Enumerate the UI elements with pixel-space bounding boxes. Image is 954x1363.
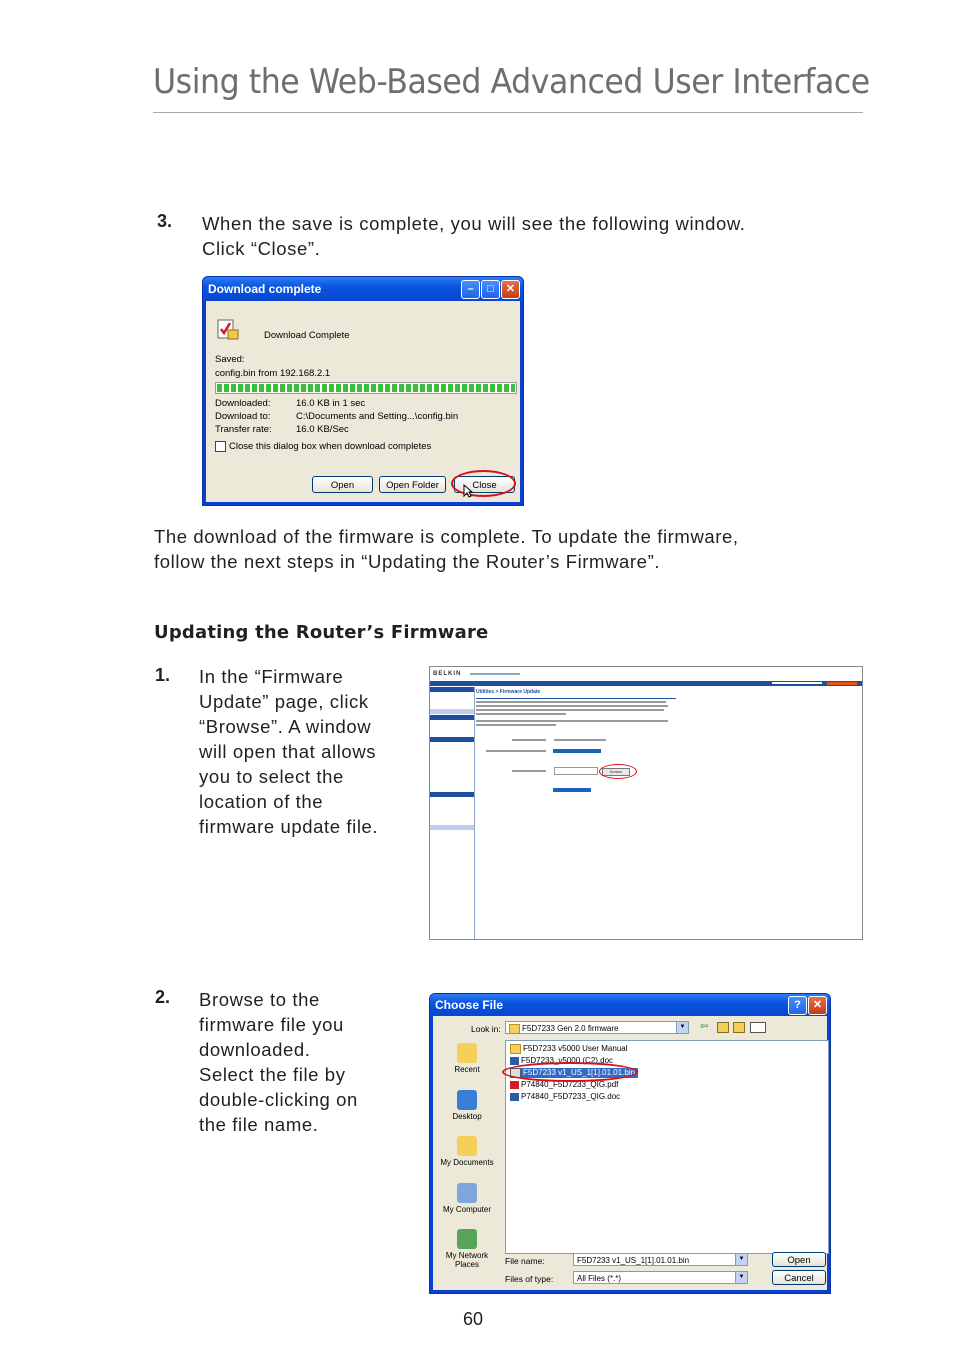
file-name: F5D7233 v1_US_1[1].01.01.bin (523, 1068, 636, 1078)
close-when-complete-checkbox[interactable] (215, 441, 226, 452)
paragraph-line-2: follow the next steps in “Updating the Router’s Firmware”. (154, 551, 661, 572)
folder-icon (509, 1024, 520, 1034)
close-highlight-ellipse (451, 470, 516, 497)
step-1-line: firmware update file. (199, 816, 379, 837)
help-button[interactable]: ? (788, 996, 807, 1015)
router-sidebar-item[interactable] (430, 704, 474, 709)
step-1-number: 1. (155, 665, 171, 685)
step-1-line: will open that allows (199, 741, 377, 762)
router-sidebar-item[interactable] (430, 742, 474, 747)
place-my-documents[interactable] (437, 1136, 497, 1167)
place-recent[interactable] (437, 1043, 497, 1074)
dialog-body (206, 301, 520, 502)
router-sidebar-item[interactable] (430, 792, 474, 797)
download-complete-dialog (202, 276, 524, 506)
router-sidebar-item[interactable] (430, 693, 474, 698)
router-sidebar-item[interactable] (430, 786, 474, 791)
file-name-input[interactable] (573, 1253, 748, 1266)
download-progress-fill (217, 384, 515, 392)
step-1-line: In the “Firmware (199, 666, 344, 687)
chevron-down-icon: ▼ (676, 1022, 688, 1033)
mouse-cursor-icon (463, 484, 473, 501)
browse-highlight-ellipse (599, 764, 637, 779)
maximize-button[interactable]: □ (481, 280, 500, 299)
dialog-titlebar (203, 277, 523, 301)
router-sidebar-item[interactable] (430, 759, 474, 764)
back-icon[interactable]: ⇦ (700, 1021, 709, 1032)
open-button[interactable]: Open (312, 476, 373, 493)
download-to-value: C:\Documents and Setting...\config.bin (296, 411, 459, 422)
router-sidebar-item[interactable] (430, 775, 474, 780)
router-sidebar-item[interactable] (430, 825, 474, 830)
firmware-complete-paragraph (154, 524, 739, 574)
close-when-complete-label: Close this dialog box when download completes (229, 441, 432, 452)
step-2-number: 2. (155, 987, 171, 1007)
router-update-firmware-label (512, 770, 546, 772)
router-sidebar-item[interactable] (430, 709, 474, 714)
my-documents-icon (457, 1136, 477, 1156)
router-text-line (476, 713, 566, 715)
router-tagline (470, 673, 520, 675)
router-sidebar-item[interactable] (430, 797, 474, 802)
step-1-text (199, 664, 378, 839)
transfer-rate-label: Transfer rate: (215, 424, 272, 435)
router-check-button[interactable] (553, 749, 601, 753)
place-label: My Documents (440, 1158, 494, 1167)
file-highlight-ellipse (502, 1062, 638, 1082)
chevron-down-icon: ▼ (735, 1254, 747, 1265)
router-page-title: Utilities > Firmware Update (476, 689, 541, 695)
router-header (430, 667, 862, 682)
router-sidebar-item[interactable] (430, 687, 474, 692)
choose-file-dialog (429, 993, 831, 1294)
router-title-rule (476, 698, 676, 699)
step-1-line: you to select the (199, 766, 344, 787)
router-sidebar-item[interactable] (430, 830, 474, 835)
router-nav-links (772, 682, 822, 684)
download-to-label: Download to: (215, 411, 271, 422)
step-3-number: 3. (157, 211, 173, 231)
router-sidebar-item[interactable] (430, 737, 474, 742)
router-sidebar (430, 687, 475, 939)
step-3-line-1: When the save is complete, you will see the following window. (202, 213, 746, 234)
router-sidebar-item[interactable] (430, 814, 474, 819)
place-label: Recent (454, 1065, 480, 1074)
step-2-line: double-clicking on (199, 1089, 358, 1110)
word-doc-icon (510, 1057, 519, 1065)
step-2-text (199, 987, 358, 1137)
router-text-line (476, 701, 666, 703)
close-window-button[interactable]: ✕ (808, 996, 827, 1015)
step-2-line: the file name. (199, 1114, 319, 1135)
router-sidebar-item[interactable] (430, 770, 474, 775)
downloaded-value: 16.0 KB in 1 sec (296, 398, 366, 409)
choose-file-title: Choose File (435, 998, 504, 1012)
recent-icon (457, 1043, 477, 1063)
file-name: P74840_F5D7233_QIG.doc (521, 1092, 621, 1101)
step-2-line: firmware file you (199, 1014, 344, 1035)
place-my-computer[interactable] (437, 1183, 497, 1214)
look-in-value: F5D7233 Gen 2.0 firmware (522, 1024, 619, 1033)
download-progress-bar (215, 382, 517, 394)
file-name-label: File name: (505, 1256, 545, 1266)
chevron-down-icon: ▼ (735, 1272, 747, 1283)
open-button[interactable]: Open (772, 1252, 826, 1267)
list-item[interactable] (510, 1092, 620, 1101)
router-firmware-update-screenshot (429, 666, 863, 940)
router-update-button[interactable] (553, 788, 591, 792)
file-name: P74840_F5D7233_QIG.pdf (521, 1080, 619, 1089)
paragraph-line-1: The download of the firmware is complete. To update the firmware, (154, 526, 739, 547)
step-3-line-2: Click “Close”. (202, 238, 321, 259)
downloaded-label: Downloaded: (215, 398, 271, 409)
dialog-title: Download complete (208, 282, 322, 296)
choose-file-titlebar (430, 994, 830, 1016)
look-in-label: Look in: (471, 1024, 501, 1034)
router-text-line (476, 705, 668, 707)
open-folder-button[interactable]: Open Folder (379, 476, 446, 493)
router-sidebar-item[interactable] (430, 748, 474, 753)
place-label: My Network Places (445, 1251, 489, 1269)
router-sidebar-item[interactable] (430, 764, 474, 769)
router-status-link (827, 682, 857, 685)
router-text-line (476, 720, 668, 722)
list-item[interactable] (510, 1044, 628, 1054)
step-2-line: downloaded. (199, 1039, 311, 1060)
place-label: Desktop (452, 1112, 482, 1121)
my-computer-icon (457, 1183, 477, 1203)
file-name: F5D7233 v5000 User Manual (523, 1044, 628, 1054)
choose-file-body (433, 1016, 827, 1290)
transfer-rate-value: 16.0 KB/Sec (296, 424, 349, 435)
place-my-network[interactable] (437, 1229, 497, 1269)
router-sidebar-item[interactable] (430, 808, 474, 813)
step-1-line: “Browse”. A window (199, 716, 372, 737)
file-name: F5D7233_v5000 (C2).doc (521, 1056, 614, 1065)
router-text-line (476, 724, 556, 726)
pdf-icon (510, 1081, 519, 1089)
up-folder-icon[interactable] (717, 1022, 729, 1033)
file-name-value: F5D7233 v1_US_1[1].01.01.bin (577, 1256, 690, 1265)
step-2-line: Select the file by (199, 1064, 346, 1085)
router-sidebar-item[interactable] (430, 753, 474, 758)
close-window-button[interactable]: ✕ (501, 280, 520, 299)
page-title: Using the Web-Based Advanced User Interface (153, 62, 870, 102)
router-sidebar-item[interactable] (430, 781, 474, 786)
router-firmware-version-label (512, 739, 546, 741)
cancel-button[interactable]: Cancel (772, 1270, 826, 1285)
place-desktop[interactable] (437, 1090, 497, 1121)
saved-value: config.bin from 192.168.2.1 (215, 368, 331, 379)
minimize-button[interactable]: – (461, 280, 480, 299)
router-browse-button[interactable]: Browse (602, 768, 630, 776)
router-sidebar-item[interactable] (430, 819, 474, 824)
step-2-line: Browse to the (199, 989, 320, 1010)
look-in-select[interactable] (505, 1021, 689, 1034)
file-type-value: All Files (*.*) (577, 1274, 622, 1283)
router-sidebar-item[interactable] (430, 698, 474, 703)
download-complete-icon (215, 317, 237, 339)
file-type-select[interactable] (573, 1271, 748, 1284)
belkin-logo: BELKIN (433, 671, 462, 677)
folder-icon (510, 1044, 521, 1054)
title-rule (153, 112, 863, 113)
view-menu-icon[interactable] (750, 1022, 766, 1033)
router-text-line (476, 709, 664, 711)
download-complete-heading: Download Complete (264, 330, 350, 341)
router-sidebar-item[interactable] (430, 726, 474, 731)
step-3-text (202, 211, 746, 261)
section-heading: Updating the Router’s Firmware (154, 622, 489, 643)
router-check-version-label (486, 750, 546, 752)
router-nav-bar (430, 681, 862, 686)
desktop-icon (457, 1090, 477, 1110)
new-folder-icon[interactable] (733, 1022, 745, 1033)
step-1-line: Update” page, click (199, 691, 369, 712)
word-doc-icon (510, 1093, 519, 1101)
file-list[interactable] (505, 1040, 829, 1254)
router-sidebar-item[interactable] (430, 720, 474, 725)
router-sidebar-item[interactable] (430, 803, 474, 808)
router-main (476, 689, 862, 939)
router-sidebar-item[interactable] (430, 731, 474, 736)
my-network-icon (457, 1229, 477, 1249)
router-sidebar-item[interactable] (430, 715, 474, 720)
step-1-line: location of the (199, 791, 324, 812)
router-firmware-path-input[interactable] (554, 767, 598, 775)
page-number: 60 (463, 1309, 484, 1329)
router-firmware-version-value (554, 739, 606, 741)
saved-label: Saved: (215, 354, 245, 365)
close-button[interactable]: Close (454, 476, 515, 493)
place-label: My Computer (442, 1205, 491, 1214)
file-type-label: Files of type: (505, 1274, 554, 1284)
